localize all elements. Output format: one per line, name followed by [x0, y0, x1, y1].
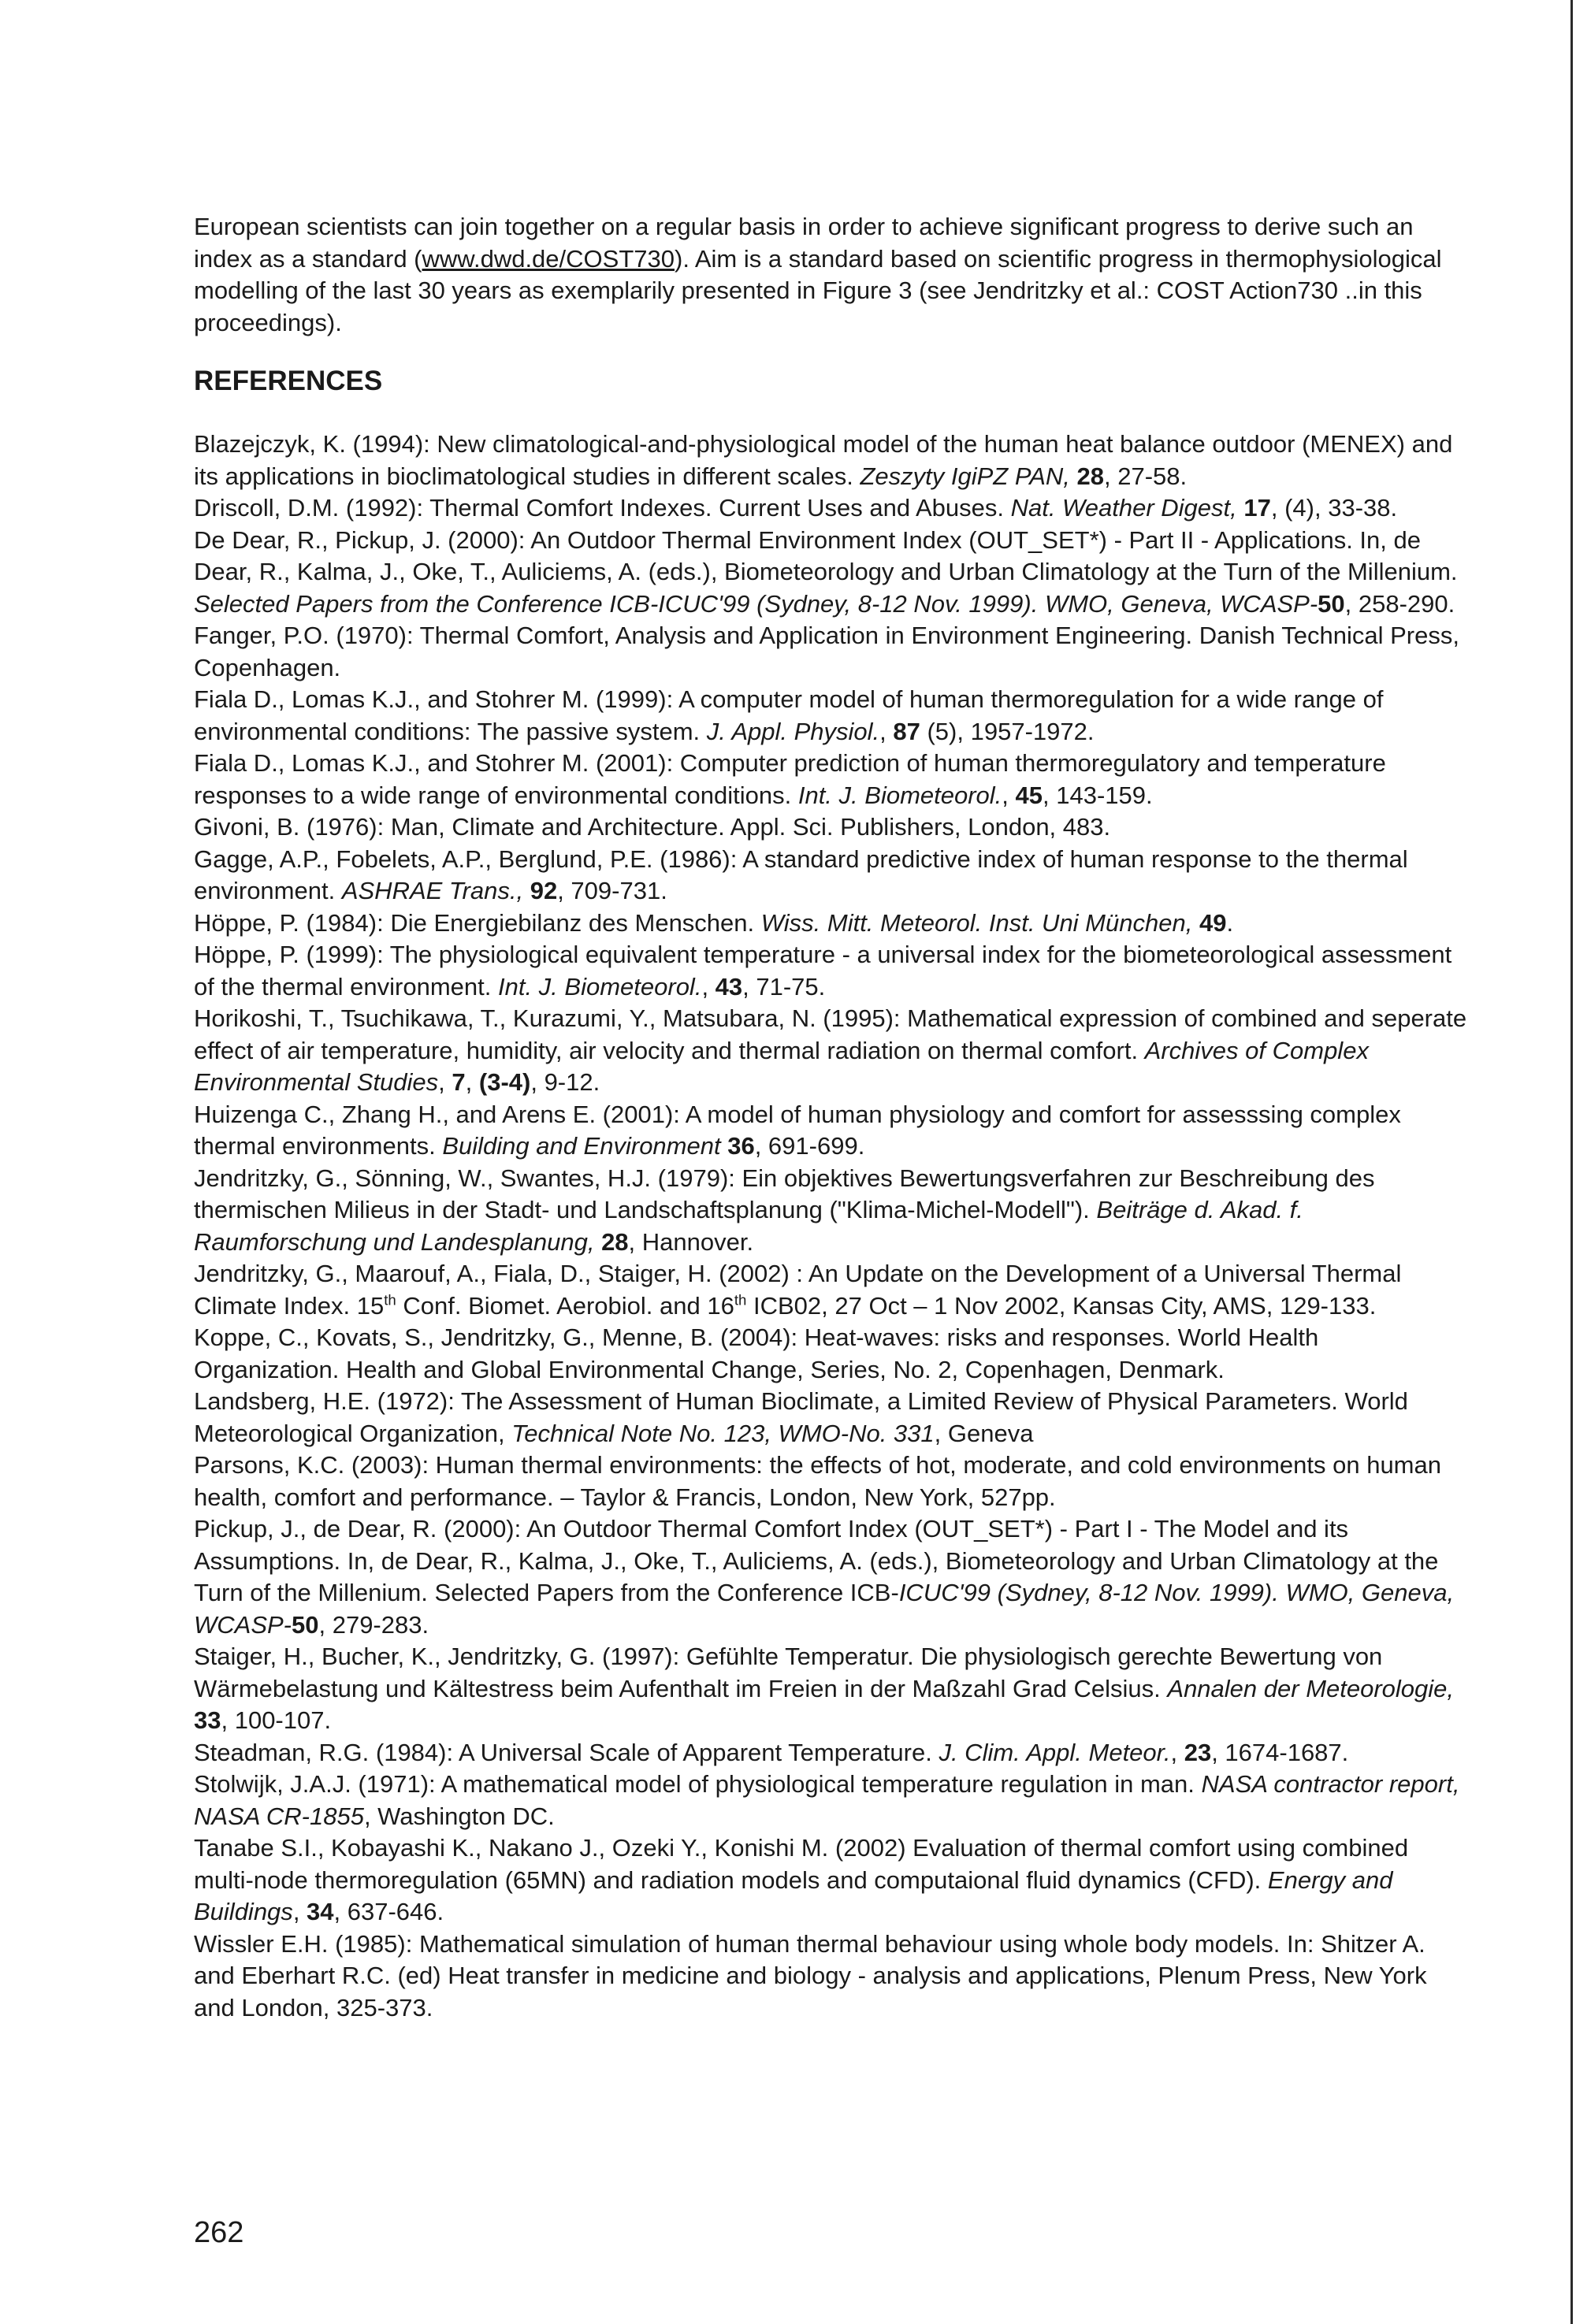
reference-text: , 709-731.: [557, 877, 667, 904]
reference-text: Huizenga C., Zhang H., and Arens E. (2001): A model of human physiology and comfort for assesssing complex thermal environments.: [194, 1100, 1401, 1160]
reference-list: [194, 429, 1470, 2024]
reference-text: (3-4): [478, 1068, 531, 1096]
reference-text: 28: [601, 1227, 629, 1256]
reference-text: 49: [1199, 908, 1227, 937]
reference-text: ,: [292, 1898, 307, 1925]
reference-text: Int. J. Biometeorol.: [797, 781, 1002, 809]
reference-text: Beiträge d. Akad. f. Raumforschung und Landesplanung,: [194, 1196, 1303, 1256]
reference-text: Tanabe S.I., Kobayashi K., Nakano J., Ozeki Y., Konishi M. (2002) Evaluation of thermal comfort using combined multi-node thermoregulation (65MN) and radiation models and computaional fluid dynamics (CFD).: [194, 1834, 1409, 1894]
cost730-link[interactable]: www.dwd.de/COST730: [422, 244, 675, 273]
reference-text: ,: [438, 1068, 452, 1096]
reference-text: Fiala D., Lomas K.J., and Stohrer M. (2001): Computer prediction of human thermoregulatory and temperature responses to a wide range of environmental conditions.: [194, 749, 1386, 809]
reference-text: Int. J. Biometeorol.: [497, 972, 702, 1001]
reference-text: Stolwijk, J.A.J. (1971): A mathematical model of physiological temperature regulation in man.: [194, 1770, 1202, 1798]
reference-entry: [194, 1258, 1470, 1322]
page-number: 262: [194, 2216, 244, 2249]
reference-text: Parsons, K.C. (2003): Human thermal environments: the effects of hot, moderate, and cold environments on human health, comfort and performance. – Taylor & Francis, London, New York, 527pp.: [194, 1451, 1441, 1511]
reference-entry: [194, 908, 1470, 940]
reference-text: NASA contractor report, NASA CR-1855: [194, 1770, 1460, 1830]
reference-text: [523, 877, 530, 904]
reference-text: ASHRAE Trans.,: [341, 877, 524, 904]
reference-text: ,: [701, 972, 716, 1001]
reference-text: Nat. Weather Digest,: [1010, 494, 1237, 522]
reference-text: , 27-58.: [1104, 462, 1188, 490]
reference-text: ,: [1002, 781, 1016, 809]
reference-text: Staiger, H., Bucher, K., Jendritzky, G. (1997): Gefühlte Temperatur. Die physiologisch gerechte Bewertung von Wärmebelastung und Kältestress beim Aufenthalt im Freien in der Maßzahl Grad Celsius.: [194, 1643, 1383, 1702]
reference-text: , 1674-1687.: [1211, 1738, 1349, 1766]
reference-text: De Dear, R., Pickup, J. (2000): An Outdoor Thermal Environment Index (OUT_SET*) - Part II - Applications. In, de Dear, R., Kalma, J., Oke, T., Auliciems, A. (eds.), Biometeorology and Urban Climatology at the Turn of the Millenium.: [194, 525, 1458, 585]
reference-text: Conf. Biomet. Aerobiol. and 16: [396, 1291, 734, 1320]
reference-text: J. Clim. Appl. Meteor.: [939, 1738, 1171, 1766]
reference-text: , 100-107.: [221, 1706, 332, 1734]
reference-entry: [194, 1769, 1470, 1832]
reference-text: [1070, 462, 1077, 490]
reference-text: , Geneva: [934, 1419, 1034, 1447]
reference-text: th: [734, 1291, 747, 1309]
reference-text: 17: [1243, 494, 1271, 522]
reference-entry: [194, 1163, 1470, 1259]
reference-text: Archives of Complex Environmental Studies: [194, 1036, 1369, 1096]
reference-entry: [194, 1737, 1470, 1769]
reference-text: Pickup, J., de Dear, R. (2000): An Outdoor Thermal Comfort Index (OUT_SET*) - Part I - The Model and its Assumptions. In, de Dear, R., Kalma, J., Oke, T., Auliciems, A. (eds.), Biometeorology and Urban Climatology at the Turn of the Millenium. Selected Papers from the Conference ICB-: [194, 1515, 1439, 1606]
reference-entry: [194, 1832, 1470, 1929]
reference-text: Fiala D., Lomas K.J., and Stohrer M. (1999): A computer model of human thermoregulation for a wide range of environmental conditions: The passive system.: [194, 685, 1384, 745]
reference-entry: [194, 1513, 1470, 1641]
reference-entry: [194, 1386, 1470, 1450]
reference-text: ICB02, 27 Oct – 1 Nov 2002, Kansas City, AMS, 129-133.: [746, 1291, 1377, 1320]
references-heading: REFERENCES: [194, 366, 383, 396]
reference-text: Selected Papers from the Conference ICB-ICUC'99 (Sydney, 8-12 Nov. 1999). WMO, Geneva, WCASP-: [194, 589, 1318, 618]
reference-text: 23: [1184, 1738, 1212, 1766]
reference-text: Blazejczyk, K. (1994): New climatological-and-physiological model of the human heat balance outdoor (MENEX) and its applications in bioclimatological studies in different scales.: [194, 430, 1453, 490]
reference-text: (5), 1957-1972.: [920, 717, 1095, 745]
page-content: [194, 211, 1470, 2024]
reference-text: 92: [530, 877, 558, 904]
reference-entry: [194, 525, 1470, 621]
reference-text: , 71-75.: [742, 972, 826, 1001]
reference-entry: [194, 1450, 1470, 1513]
reference-text: 43: [715, 972, 743, 1001]
reference-text: Wiss. Mitt. Meteorol. Inst. Uni München,: [760, 908, 1193, 937]
reference-text: [594, 1228, 601, 1256]
intro-text-start: European scientists can join together on a regular basis in order to achieve significant progress to derive such an index as a standard (: [194, 213, 1414, 273]
reference-text: ,: [465, 1068, 479, 1096]
reference-text: , 143-159.: [1043, 781, 1153, 809]
reference-text: , 691-699.: [754, 1132, 865, 1160]
reference-text: .: [1226, 908, 1234, 937]
reference-entry: [194, 1003, 1470, 1099]
reference-text: 34: [307, 1898, 334, 1925]
reference-entry: [194, 1099, 1470, 1163]
reference-text: Technical Note No. 123, WMO-No. 331: [511, 1419, 935, 1447]
reference-text: 7: [452, 1068, 466, 1096]
reference-text: [721, 1132, 728, 1160]
reference-text: , 637-646.: [333, 1898, 444, 1925]
reference-entry: [194, 1641, 1470, 1737]
reference-entry: [194, 748, 1470, 811]
reference-text: Zeszyty IgiPZ PAN,: [860, 462, 1070, 490]
reference-text: ,: [1170, 1738, 1184, 1766]
reference-text: Fanger, P.O. (1970): Thermal Comfort, Analysis and Application in Environment Engineering. Danish Technical Press, Copenhagen.: [194, 622, 1459, 681]
reference-text: Höppe, P. (1999): The physiological equivalent temperature - a universal index for the biometeorological assessment of the thermal environment.: [194, 941, 1452, 1001]
reference-text: 87: [893, 717, 920, 745]
reference-text: , 9-12.: [530, 1068, 600, 1096]
reference-text: Energy and Buildings: [194, 1866, 1393, 1925]
reference-entry: [194, 429, 1470, 492]
reference-text: , Hannover.: [628, 1227, 754, 1256]
reference-text: ,: [879, 717, 894, 745]
reference-entry: [194, 939, 1470, 1003]
reference-text: 28: [1076, 462, 1105, 490]
reference-text: Wissler E.H. (1985): Mathematical simulation of human thermal behaviour using whole body models. In: Shitzer A. and Eberhart R.C. (ed) Heat transfer in medicine and biology - analysis and applications, Plenum Press, New York and London, 325-373.: [194, 1929, 1427, 2021]
reference-text: Jendritzky, G., Sönning, W., Swantes, H.J. (1979): Ein objektives Bewertungsverfahren zur Beschreibung des thermischen Milieus in der Stadt- und Landschaftsplanung ("Klima-Michel-Modell").: [194, 1164, 1375, 1223]
reference-entry: [194, 620, 1470, 684]
intro-paragraph: [194, 211, 1470, 339]
reference-text: , 279-283.: [318, 1610, 429, 1639]
reference-text: 50: [1318, 589, 1345, 618]
intro-text-end: ). Aim is a standard based on scientific progress in thermophysiological modelling of the last 30 years as exemplarily presented in Figure 3 (see Jendritzky et al.: COST Action730 ..in this proceedings).: [194, 244, 1442, 336]
reference-text: Givoni, B. (1976): Man, Climate and Architecture. Appl. Sci. Publishers, London, 483.: [194, 813, 1111, 841]
reference-text: 50: [292, 1610, 319, 1639]
reference-text: ICUC'99 (Sydney, 8-12 Nov. 1999). WMO, Geneva, WCASP-: [194, 1579, 1455, 1639]
reference-text: Building and Environment: [442, 1132, 721, 1160]
reference-text: Jendritzky, G., Maarouf, A., Fiala, D., Staiger, H. (2002) : An Update on the Development of a Universal Thermal Climate Index. 15: [194, 1260, 1402, 1320]
reference-text: th: [384, 1291, 396, 1309]
reference-text: Driscoll, D.M. (1992): Thermal Comfort Indexes. Current Uses and Abuses.: [194, 494, 1011, 522]
page-edge-line: [1570, 0, 1573, 2324]
reference-entry: [194, 844, 1470, 908]
reference-text: , 258-290.: [1344, 589, 1455, 618]
reference-text: 45: [1015, 781, 1043, 809]
reference-entry: [194, 684, 1470, 748]
reference-text: Landsberg, H.E. (1972): The Assessment of Human Bioclimate, a Limited Review of Physical Parameters. World Meteorological Organization,: [194, 1387, 1408, 1447]
reference-text: Horikoshi, T., Tsuchikawa, T., Kurazumi, Y., Matsubara, N. (1995): Mathematical expression of combined and seperate effect of air temperature, humidity, air velocity and thermal radiation on thermal comfort.: [194, 1004, 1467, 1064]
reference-text: Koppe, C., Kovats, S., Jendritzky, G., Menne, B. (2004): Heat-waves: risks and responses. World Health Organization. Health and Global Environmental Change, Series, No. 2, Copenhagen, Denmark.: [194, 1323, 1319, 1383]
reference-text: , Washington DC.: [363, 1802, 555, 1830]
reference-text: , (4), 33-38.: [1270, 494, 1398, 522]
reference-text: Annalen der Meteorologie,: [1167, 1674, 1455, 1702]
reference-text: 36: [727, 1132, 755, 1160]
reference-text: Gagge, A.P., Fobelets, A.P., Berglund, P.E. (1986): A standard predictive index of human response to the thermal environment.: [194, 845, 1408, 904]
reference-entry: [194, 1929, 1470, 2025]
reference-entry: [194, 492, 1470, 525]
reference-text: 33: [194, 1706, 221, 1734]
reference-entry: [194, 1322, 1470, 1386]
reference-text: Höppe, P. (1984): Die Energiebilanz des Menschen.: [194, 908, 761, 937]
reference-entry: [194, 811, 1470, 844]
reference-text: J. Appl. Physiol.: [706, 717, 880, 745]
reference-text: Steadman, R.G. (1984): A Universal Scale of Apparent Temperature.: [194, 1738, 939, 1766]
reference-text: [1192, 909, 1199, 937]
